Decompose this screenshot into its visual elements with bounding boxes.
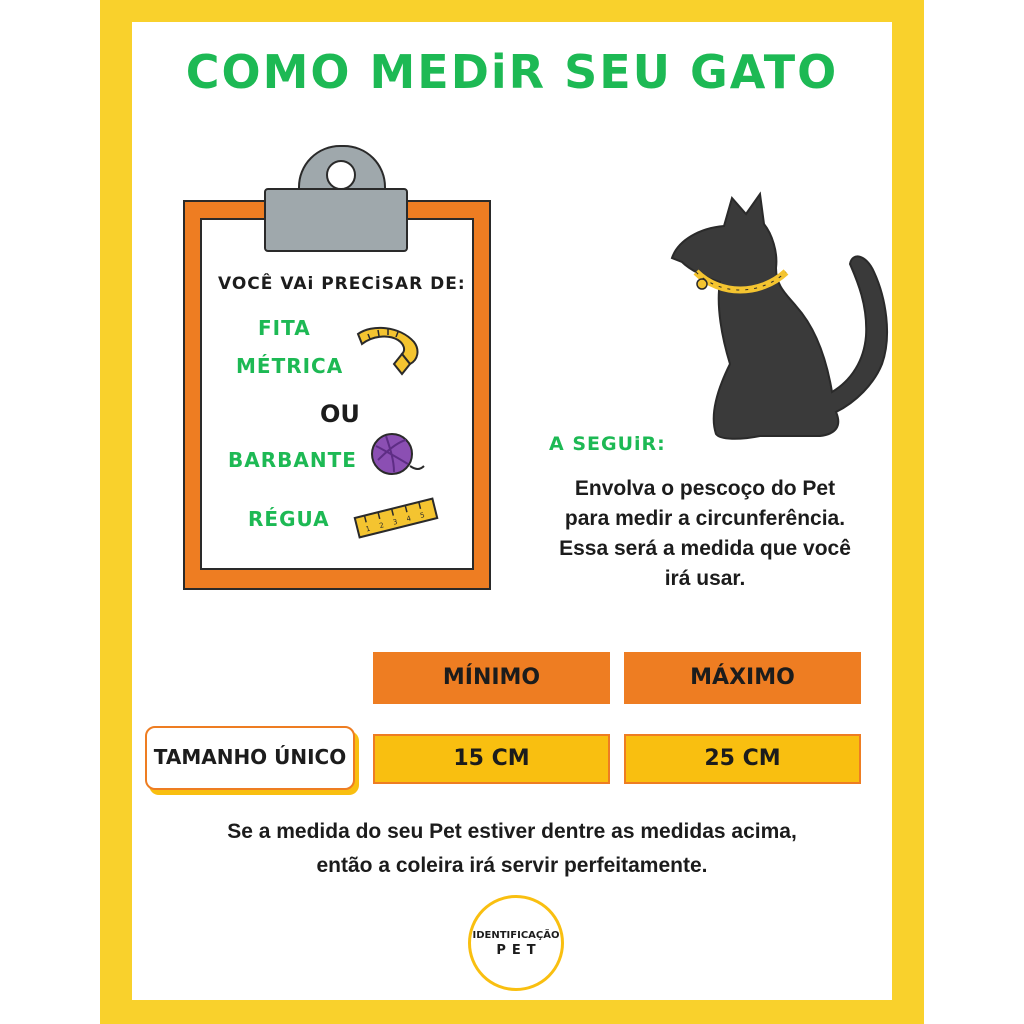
instructions-line: Envolva o pescoço do Pet bbox=[574, 477, 836, 500]
page-title: COMO MEDiR SEU GATO bbox=[185, 45, 839, 99]
instructions-line: Essa será a medida que você bbox=[559, 537, 851, 560]
size-max-value: 25 CM bbox=[624, 734, 861, 784]
size-header-min: MÍNIMO bbox=[373, 652, 610, 704]
ruler-number: 5 bbox=[419, 511, 426, 520]
footer-line: Se a medida do seu Pet estiver dentre as medidas acima, bbox=[227, 820, 797, 843]
instructions-line: para medir a circunferência. bbox=[564, 507, 846, 530]
brand-logo bbox=[468, 895, 564, 991]
footer-note bbox=[132, 815, 892, 883]
logo-text-bottom: PET bbox=[496, 943, 542, 958]
yellow-border-left bbox=[100, 0, 132, 1024]
cat-silhouette-icon bbox=[660, 188, 900, 444]
checklist-or: OU bbox=[320, 400, 360, 428]
size-min-value: 15 CM bbox=[373, 734, 610, 784]
clipboard-clip-hole bbox=[326, 160, 356, 190]
ruler-number: 1 bbox=[364, 524, 372, 534]
ruler-icon bbox=[352, 494, 440, 542]
yarn-ball-icon bbox=[368, 430, 428, 478]
checklist-item-metrica: MÉTRICA bbox=[236, 354, 344, 378]
footer-line: então a coleira irá servir perfeitamente. bbox=[316, 854, 708, 877]
checklist-item-regua: RÉGUA bbox=[248, 507, 330, 531]
size-header-max: MÁXIMO bbox=[624, 652, 861, 704]
instructions-line: irá usar. bbox=[664, 567, 746, 590]
clipboard-clip bbox=[264, 188, 408, 252]
measuring-tape-icon bbox=[352, 320, 424, 378]
logo-text-top: IDENTIFICAÇÃO bbox=[472, 930, 560, 941]
checklist-heading: VOCÊ VAi PRECiSAR DE: bbox=[218, 274, 466, 294]
ruler-number: 4 bbox=[405, 514, 412, 524]
yellow-border-bottom bbox=[100, 1000, 924, 1024]
ruler-number: 2 bbox=[378, 521, 385, 531]
instructions-heading: A SEGUiR: bbox=[549, 433, 666, 455]
checklist-item-fita: FITA bbox=[258, 316, 311, 340]
checklist-item-barbante: BARBANTE bbox=[228, 448, 357, 472]
size-row-label: TAMANHO ÚNICO bbox=[145, 726, 355, 790]
yellow-border-top bbox=[100, 0, 924, 22]
instructions-text bbox=[505, 474, 905, 594]
ruler-number: 3 bbox=[392, 517, 399, 527]
